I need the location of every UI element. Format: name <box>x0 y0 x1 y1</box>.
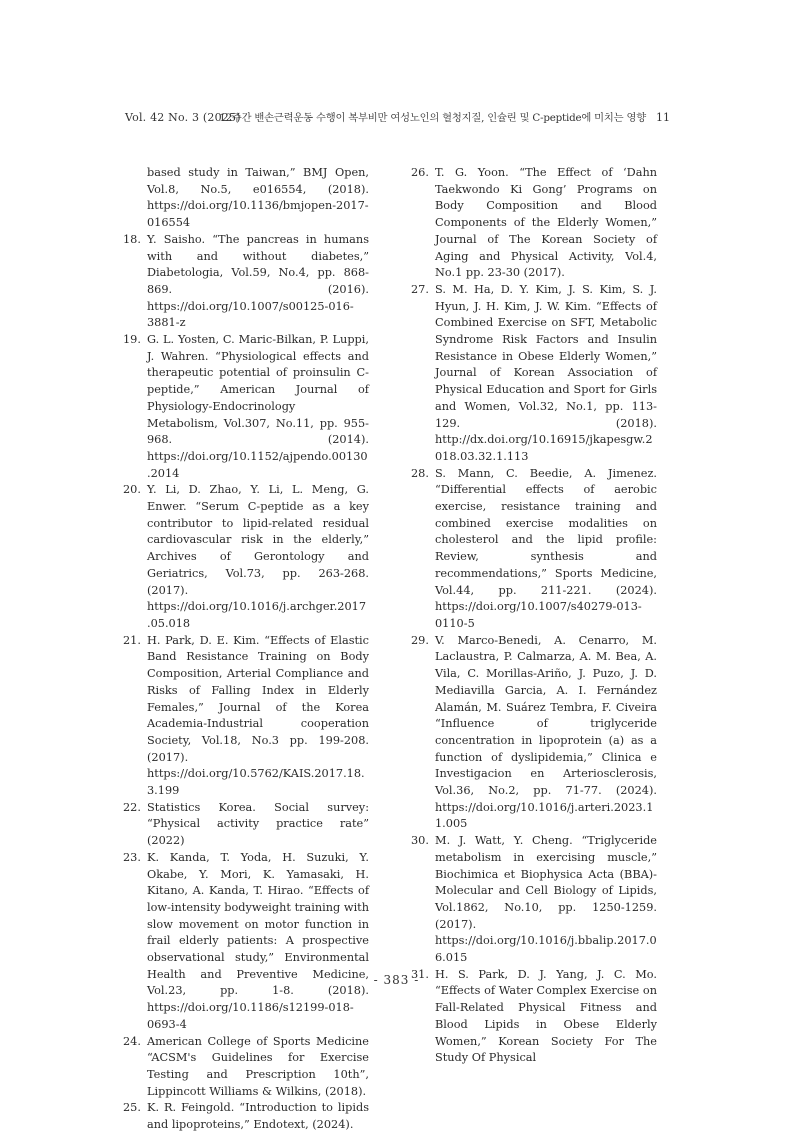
reference-text: Y. Saisho. “The pancreas in humans with and without diabetes,” Diabetologia, Vol.59, No.4, pp. 868-869. (2016). https://doi.org/10.1007/s00125-016-3881-z <box>147 232 369 330</box>
reference-text: H. Park, D. E. Kim. “Effects of Elastic Band Resistance Training on Body Composition, Arterial Compliance and Risks of Falling Index in Elderly Females,” Journal of the Korea Academia-Industrial cooperation Society, Vol.18, No.3 pp. 199-208. (2017). https://doi.org/10.5762/KAIS.2017.18.3.199 <box>147 633 369 798</box>
reference-number: 20. <box>123 483 141 497</box>
reference-text: S. Mann, C. Beedie, A. Jimenez. “Differential effects of aerobic exercise, resistance training and combined exercise modalities on cholesterol and the lipid profile: Review, synthesis and recommendations,” Sports Medicine, Vol.44, pp. 211-221. (2024). https://doi.org/10.1007/s40279-013-0110-5 <box>435 466 657 630</box>
reference-text: Statistics Korea. Social survey: “Physical activity practice rate” (2022) <box>147 800 369 848</box>
reference-column-right <box>411 165 657 1067</box>
reference-number: 23. <box>123 850 141 864</box>
reference-text: K. Kanda, T. Yoda, H. Suzuki, Y. Okabe, Y. Mori, K. Yamasaki, H. Kitano, A. Kanda, T. Hirao. “Effects of low-intensity bodyweight training with slow movement on motor function in frail elderly patients: A prospective observational study,” Environmental Health and Preventive Medicine, Vol.23, pp. 1-8. (2018). https://doi.org/10.1186/s12199-018-0693-4 <box>147 850 369 1031</box>
reference-entry <box>123 482 369 632</box>
reference-entry <box>123 633 369 800</box>
journal-volume: Vol. 42 No. 3 (2025) <box>125 111 241 124</box>
reference-entry <box>123 1100 369 1133</box>
reference-text: K. R. Feingold. “Introduction to lipids and lipoproteins,” Endotext, (2024). <box>147 1101 369 1132</box>
reference-number: 18. <box>123 232 141 246</box>
reference-entry <box>123 165 369 232</box>
reference-entry <box>123 332 369 482</box>
reference-entry <box>411 466 657 633</box>
reference-entry <box>411 633 657 833</box>
reference-text: G. L. Yosten, C. Maric-Bilkan, P. Luppi, J. Wahren. “Physiological effects and therapeutic potential of proinsulin C-peptide,” American Journal of Physiology-Endocrinology Metabolism, Vol.307, No.11, pp. 955-968. (2014). https://doi.org/10.1152/ajpendo.00130.2014 <box>147 333 369 480</box>
reference-entry <box>123 850 369 1034</box>
reference-number: 30. <box>411 834 429 848</box>
reference-text: H. S. Park, D. J. Yang, J. C. Mo. “Effects of Water Complex Exercise on Fall-Related Physical Fitness and Blood Lipids in Obese Elderly Women,” Korean Society For The Study Of Physical <box>435 967 657 1065</box>
reference-text: T. G. Yoon. “The Effect of ‘Dahn Taekwondo Ki Gong’ Programs on Body Composition and Blood Components of the Elderly Women,” Journal of The Korean Society of Aging and Physical Activity, Vol.4, No.1 pp. 23-30 (2017). <box>435 166 657 280</box>
reference-text: Y. Li, D. Zhao, Y. Li, L. Meng, G. Enwer. “Serum C-peptide as a key contributor to lipid-related residual cardiovascular risk in the elderly,” Archives of Gerontology and Geriatrics, Vol.73, pp. 263-268. (2017). https://doi.org/10.1016/j.archger.2017.05.018 <box>147 483 369 630</box>
reference-number: 22. <box>123 800 141 814</box>
reference-column-left <box>123 165 369 1134</box>
reference-number: 24. <box>123 1034 141 1048</box>
reference-number: 19. <box>123 333 141 347</box>
reference-number: 28. <box>411 466 429 480</box>
reference-number: 21. <box>123 633 141 647</box>
reference-number: 27. <box>411 282 429 296</box>
reference-entry <box>123 800 369 850</box>
reference-text: M. J. Watt, Y. Cheng. “Triglyceride metabolism in exercising muscle,” Biochimica et Biophysica Acta (BBA)-Molecular and Cell Biology of Lipids, Vol.1862, No.10, pp. 1250-1259. (2017). https://doi.org/10.1016/j.bbalip.2017.06.015 <box>435 834 657 965</box>
reference-entry <box>123 1034 369 1101</box>
reference-number: 25. <box>123 1101 141 1115</box>
reference-number: 26. <box>411 166 429 179</box>
reference-entry <box>411 282 657 466</box>
reference-number: 31. <box>411 967 429 981</box>
reference-number: 29. <box>411 633 429 647</box>
reference-entry <box>123 232 369 332</box>
reference-text: S. M. Ha, D. Y. Kim, J. S. Kim, S. J. Hyun, J. H. Kim, J. W. Kim. “Effects of Combined Exercise on SFT, Metabolic Syndrome Risk Factors and Insulin Resistance in Obese Elderly Women,” Journal of Korean Association of Physical Education and Sport for Girls and Women, Vol.32, No.1, pp. 113-129. (2018). http://dx.doi.org/10.16915/jkapesgw.2018.03.32.1.113 <box>435 282 657 463</box>
reference-entry <box>411 833 657 967</box>
reference-text: V. Marco-Benedi, A. Cenarro, M. Laclaustra, P. Calmarza, A. M. Bea, A. Vila, C. Morillas-Ariño, J. Puzo, J. D. Mediavilla Garcia, A. I. Fernández Alamán, M. Suárez Tembra, F. Civeira “Influence of triglyceride concentration in lipoprotein (a) as a function of dyslipidemia,” Clinica e Investigacion en Arteriosclerosis, Vol.36, No.2, pp. 71-77. (2024). https://doi.org/10.1016/j.arteri.2023.11.005 <box>435 633 657 831</box>
reference-entry <box>411 165 657 282</box>
page-number-footer: - 383 - <box>373 973 420 987</box>
header-page-number: 11 <box>656 111 670 124</box>
reference-text: based study in Taiwan,” BMJ Open, Vol.8, No.5, e016554, (2018). https://doi.org/10.1136/bmjopen-2017-016554 <box>147 166 369 230</box>
running-title: 12주간 밴손근력운동 수행이 복부비만 여성노인의 혈청지질, 인슐린 및 C-peptide에 미치는 영향 <box>219 112 646 124</box>
reference-text: American College of Sports Medicine “ACSM's Guidelines for Exercise Testing and Prescription 10th”, Lippincott Williams & Wilkins, (2018). <box>147 1034 369 1098</box>
